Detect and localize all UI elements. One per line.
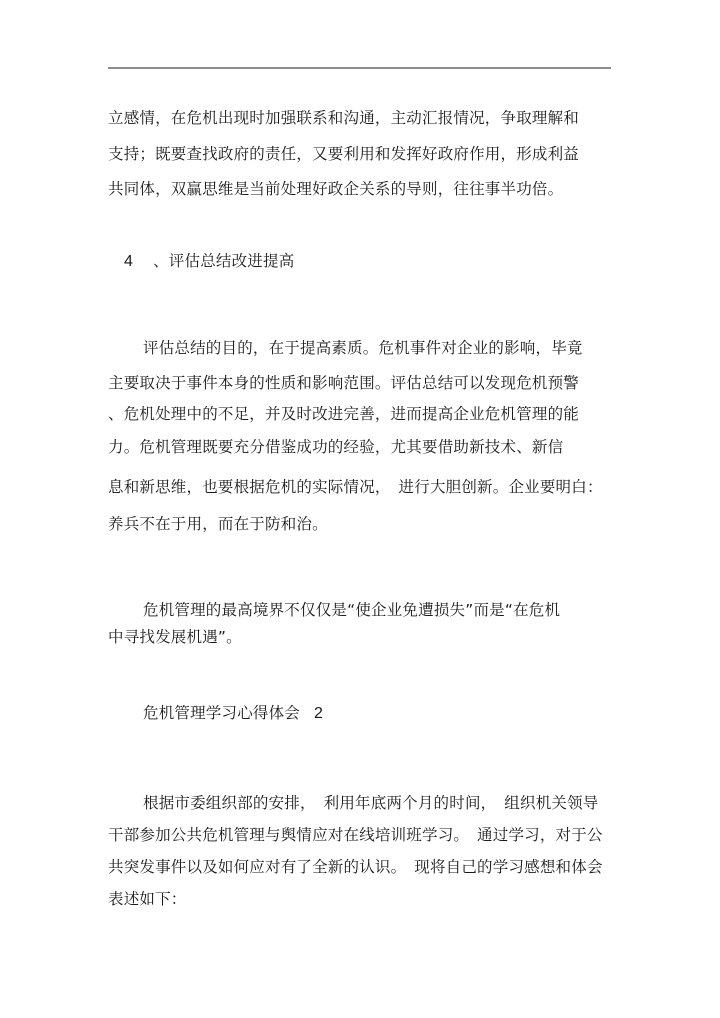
- text-line: 干部参加公共危机管理与舆情应对在线培训班学习。 通过学习，对于公: [108, 826, 603, 844]
- text-line: 共同体，双赢思维是当前处理好政企关系的导则，往往事半功倍。: [108, 180, 564, 198]
- text-line: 立感情，在危机出现时加强联系和沟通，主动汇报情况，争取理解和: [108, 109, 580, 127]
- text-line: 主要取决于事件本身的性质和影响范围。评估总结可以发现危机预警: [108, 374, 580, 392]
- section-title-text: 危机管理学习心得体会: [143, 704, 301, 722]
- section-title: [143, 703, 323, 724]
- text-line: 表述如下：: [108, 890, 187, 908]
- text-line: 、危机处理中的不足，并及时改进完善，进而提高企业危机管理的能: [108, 405, 580, 423]
- text-line: 支持；既要查找政府的责任，又要利用和发挥好政府作用，形成利益: [108, 145, 580, 163]
- section-title-number: 2: [314, 705, 324, 722]
- section-number: 4: [124, 253, 134, 270]
- text-line: 中寻找发展机遇”。: [108, 628, 242, 646]
- text-line: 危机管理的最高境界不仅仅是“使企业免遭损失”而是“在危机: [143, 601, 561, 619]
- header-rule: [108, 67, 611, 69]
- text-line: 息和新思维，也要根据危机的实际情况， 进行大胆创新。企业要明白：: [108, 478, 603, 496]
- section-heading: [124, 251, 294, 272]
- text-line: 养兵不在于用，而在于防和治。: [108, 515, 328, 533]
- text-line: 共突发事件以及如何应对有了全新的认识。 现将自己的学习感想和体会: [108, 858, 603, 876]
- section-heading-text: 、评估总结改进提高: [153, 252, 295, 270]
- text-line: 根据市委组织部的安排， 利用年底两个月的时间， 组织机关领导: [143, 794, 599, 812]
- text-line: 力。危机管理既要充分借鉴成功的经验，尤其要借助新技术、新信: [108, 438, 564, 456]
- text-line: 评估总结的目的，在于提高素质。危机事件对企业的影响，毕竟: [143, 339, 583, 357]
